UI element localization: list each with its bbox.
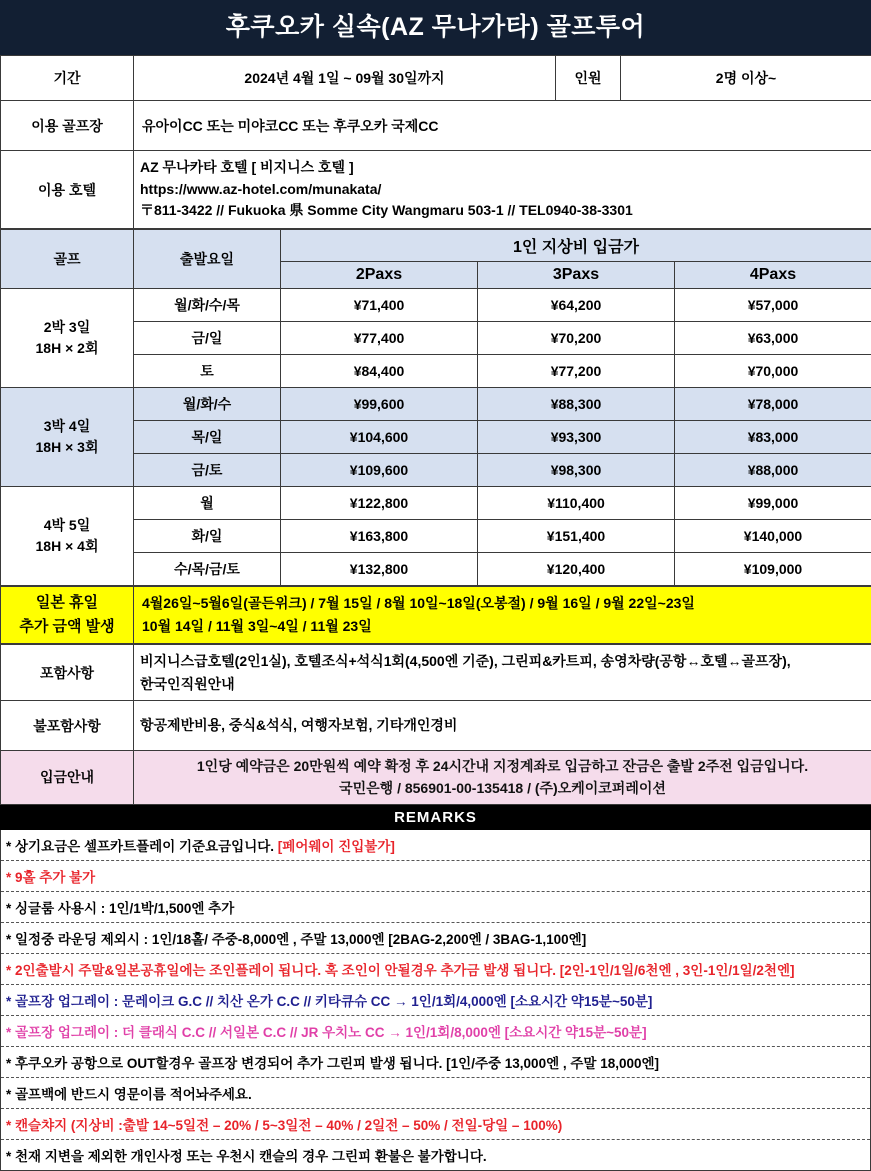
- price-4paxs-cell: ¥57,000: [675, 289, 871, 322]
- depart-day-cell: 월: [134, 487, 281, 520]
- hotel-label: 이용 호텔: [1, 151, 134, 229]
- golf-package-name: [1, 289, 134, 388]
- price-row: [1, 487, 871, 520]
- price-3paxs-cell: ¥151,400: [478, 520, 675, 553]
- remarks-row: [1, 922, 871, 953]
- remarks-segment: * 9홀 추가 불가: [6, 870, 95, 885]
- payment-account: 국민은행 / 856901-00-135418 / (주)오케이코퍼레이션: [140, 777, 865, 799]
- price-4paxs-cell: ¥83,000: [675, 421, 871, 454]
- course-value: 유아이CC 또는 미야코CC 또는 후쿠오카 국제CC: [134, 101, 871, 151]
- pax-value: 2명 이상~: [621, 56, 871, 101]
- package-rounds: 18H × 3회: [7, 437, 127, 458]
- remarks-row: [1, 891, 871, 922]
- payment-line1: 1인당 예약금은 20만원씩 예약 확정 후 24시간내 지정계좌로 입금하고 잔금은 출발 2주전 입금입니다.: [140, 755, 865, 777]
- remarks-segment: * 2인출발시 주말&일본공휴일에는 조인플레이 됩니다. 혹 조인이 안될경우 추가금 발생 됩니다. [2인-1인/1일/6천엔 , 3인-1인/1일/2천엔]: [6, 963, 795, 978]
- remarks-row: [1, 1015, 871, 1046]
- remarks-text: [1, 1077, 871, 1108]
- remarks-text: [1, 1108, 871, 1139]
- remarks-segment: * 후쿠오카 공항으로 OUT할경우 골프장 변경되어 추가 그린피 발생 됩니다. [1인/주중 13,000엔 , 주말 18,000엔]: [6, 1056, 659, 1071]
- price-4paxs-cell: ¥78,000: [675, 388, 871, 421]
- price-4paxs-cell: ¥63,000: [675, 322, 871, 355]
- payment-label: 입금안내: [1, 751, 134, 805]
- remarks-segment: * 상기요금은 셀프카트플레이 기준요금입니다.: [6, 839, 278, 854]
- holiday-dates-line1: 4월26일~5월6일(골든위크) / 7월 15일 / 8월 10일~18일(오봉절) / 9월 16일 / 9월 22일~23일: [142, 592, 865, 615]
- price-row: [1, 388, 871, 421]
- depart-day-cell: 금/토: [134, 454, 281, 487]
- price-3paxs-cell: ¥64,200: [478, 289, 675, 322]
- hotel-row: [1, 151, 871, 229]
- included-label: 포함사항: [1, 645, 134, 701]
- terms-table: [0, 644, 871, 805]
- holiday-label-line1: 일본 휴일: [7, 591, 127, 615]
- included-line2: 한국인직원안내: [140, 673, 865, 695]
- course-label: 이용 골프장: [1, 101, 134, 151]
- remarks-text: [1, 1046, 871, 1077]
- holiday-dates-line2: 10월 14일 / 11월 3일~4일 / 11월 23일: [142, 615, 865, 638]
- excluded-line1: 항공제반비용, 중식&석식, 여행자보험, 기타개인경비: [140, 714, 865, 736]
- excluded-value: [134, 701, 871, 751]
- price-3paxs-cell: ¥93,300: [478, 421, 675, 454]
- price-3paxs-cell: ¥120,400: [478, 553, 675, 586]
- depart-day-cell: 월/화/수/목: [134, 289, 281, 322]
- price-4paxs-cell: ¥140,000: [675, 520, 871, 553]
- remarks-row: [1, 1139, 871, 1170]
- price-2paxs-cell: ¥109,600: [281, 454, 478, 487]
- col-2paxs: 2Paxs: [281, 262, 478, 289]
- remarks-row: [1, 830, 871, 861]
- price-4paxs-cell: ¥88,000: [675, 454, 871, 487]
- price-2paxs-cell: ¥77,400: [281, 322, 478, 355]
- price-4paxs-cell: ¥70,000: [675, 355, 871, 388]
- remarks-body: [1, 830, 871, 1171]
- period-label: 기간: [1, 56, 134, 101]
- col-group-price: 1인 지상비 입금가: [281, 230, 871, 262]
- price-table: [0, 229, 871, 586]
- hotel-url[interactable]: https://www.az-hotel.com/munakata/: [140, 179, 865, 201]
- excluded-row: [1, 701, 871, 751]
- depart-day-cell: 수/목/금/토: [134, 553, 281, 586]
- col-depart-day: 출발요일: [134, 230, 281, 289]
- price-3paxs-cell: ¥98,300: [478, 454, 675, 487]
- package-nights: 3박 4일: [7, 416, 127, 437]
- page-title: 후쿠오카 실속(AZ 무나가타) 골프투어: [0, 0, 871, 55]
- course-row: [1, 101, 871, 151]
- depart-day-cell: 토: [134, 355, 281, 388]
- remarks-row: [1, 1077, 871, 1108]
- depart-day-cell: 금/일: [134, 322, 281, 355]
- price-3paxs-cell: ¥88,300: [478, 388, 675, 421]
- price-row: [1, 289, 871, 322]
- package-rounds: 18H × 2회: [7, 338, 127, 359]
- remarks-segment: [페어웨이 진입불가]: [278, 839, 395, 854]
- included-value: [134, 645, 871, 701]
- price-2paxs-cell: ¥163,800: [281, 520, 478, 553]
- hotel-address: 〒811-3422 // Fukuoka 県 Somme City Wangmaru 503-1 // TEL0940-38-3301: [140, 200, 865, 222]
- holiday-row: [1, 587, 871, 644]
- price-2paxs-cell: ¥122,800: [281, 487, 478, 520]
- price-2paxs-cell: ¥99,600: [281, 388, 478, 421]
- remarks-text: [1, 830, 871, 861]
- remarks-row: [1, 984, 871, 1015]
- holiday-label: [1, 587, 134, 644]
- remarks-text: [1, 1015, 871, 1046]
- remarks-row: [1, 953, 871, 984]
- holiday-label-line2: 추가 금액 발생: [7, 615, 127, 639]
- hotel-name: AZ 무나카타 호텔 [ 비지니스 호텔 ]: [140, 157, 865, 179]
- remarks-text: [1, 953, 871, 984]
- remarks-segment: * 일정중 라운딩 제외시 : 1인/18홀/ 주중-8,000엔 , 주말 13,000엔 [2BAG-2,200엔 / 3BAG-1,100엔]: [6, 932, 586, 947]
- depart-day-cell: 월/화/수: [134, 388, 281, 421]
- remarks-segment: * 골프장 업그레이 : 문레이크 G.C // 치산 온가 C.C // 키타큐슈 CC → 1인/1회/4,000엔 [소요시간 약15분~50분]: [6, 994, 652, 1009]
- col-3paxs: 3Paxs: [478, 262, 675, 289]
- remarks-text: [1, 922, 871, 953]
- package-nights: 2박 3일: [7, 317, 127, 338]
- remarks-text: [1, 860, 871, 891]
- remarks-text: [1, 984, 871, 1015]
- included-line1: 비지니스급호텔(2인1실), 호텔조식+석식1회(4,500엔 기준), 그린피&카트피, 송영차량(공항↔호텔↔골프장),: [140, 650, 865, 672]
- remarks-header: REMARKS: [0, 805, 871, 830]
- price-4paxs-cell: ¥99,000: [675, 487, 871, 520]
- depart-day-cell: 목/일: [134, 421, 281, 454]
- remarks-row: [1, 1046, 871, 1077]
- price-3paxs-cell: ¥110,400: [478, 487, 675, 520]
- remarks-text: [1, 1139, 871, 1170]
- price-4paxs-cell: ¥109,000: [675, 553, 871, 586]
- excluded-label: 불포함사항: [1, 701, 134, 751]
- remarks-text: [1, 891, 871, 922]
- remarks-segment: * 캔슬챠지 (지상비 :출발 14~5일전 – 20% / 5~3일전 – 40% / 2일전 – 50% / 전일-당일 – 100%): [6, 1118, 562, 1133]
- col-4paxs: 4Paxs: [675, 262, 871, 289]
- golf-package-name: [1, 388, 134, 487]
- col-golf: 골프: [1, 230, 134, 289]
- price-body: [1, 289, 871, 586]
- price-3paxs-cell: ¥77,200: [478, 355, 675, 388]
- price-3paxs-cell: ¥70,200: [478, 322, 675, 355]
- holiday-surcharge-table: [0, 586, 871, 644]
- price-2paxs-cell: ¥104,600: [281, 421, 478, 454]
- pax-label: 인원: [556, 56, 621, 101]
- tour-info-table: [0, 55, 871, 229]
- remarks-segment: * 골프장 업그레이 : 더 클래식 C.C // 서일본 C.C // JR 우치노 CC → 1인/1회/8,000엔 [소요시간 약15분~50분]: [6, 1025, 647, 1040]
- package-nights: 4박 5일: [7, 515, 127, 536]
- period-value: 2024년 4월 1일 ~ 09월 30일까지: [134, 56, 556, 101]
- payment-value: [134, 751, 871, 805]
- holiday-dates: [134, 587, 871, 644]
- period-row: [1, 56, 871, 101]
- remarks-segment: * 싱글룸 사용시 : 1인/1박/1,500엔 추가: [6, 901, 234, 916]
- hotel-details: [134, 151, 871, 229]
- golf-package-name: [1, 487, 134, 586]
- price-2paxs-cell: ¥132,800: [281, 553, 478, 586]
- included-row: [1, 645, 871, 701]
- price-2paxs-cell: ¥71,400: [281, 289, 478, 322]
- package-rounds: 18H × 4회: [7, 536, 127, 557]
- remarks-row: [1, 1108, 871, 1139]
- remarks-row: [1, 860, 871, 891]
- depart-day-cell: 화/일: [134, 520, 281, 553]
- remarks-segment: * 천재 지변을 제외한 개인사정 또는 우천시 캔슬의 경우 그린피 환불은 불가합니다.: [6, 1149, 487, 1164]
- payment-row: [1, 751, 871, 805]
- remarks-segment: * 골프백에 반드시 영문이름 적어놔주세요.: [6, 1087, 252, 1102]
- remarks-table: [0, 830, 871, 1171]
- price-2paxs-cell: ¥84,400: [281, 355, 478, 388]
- price-header-row-1: [1, 230, 871, 262]
